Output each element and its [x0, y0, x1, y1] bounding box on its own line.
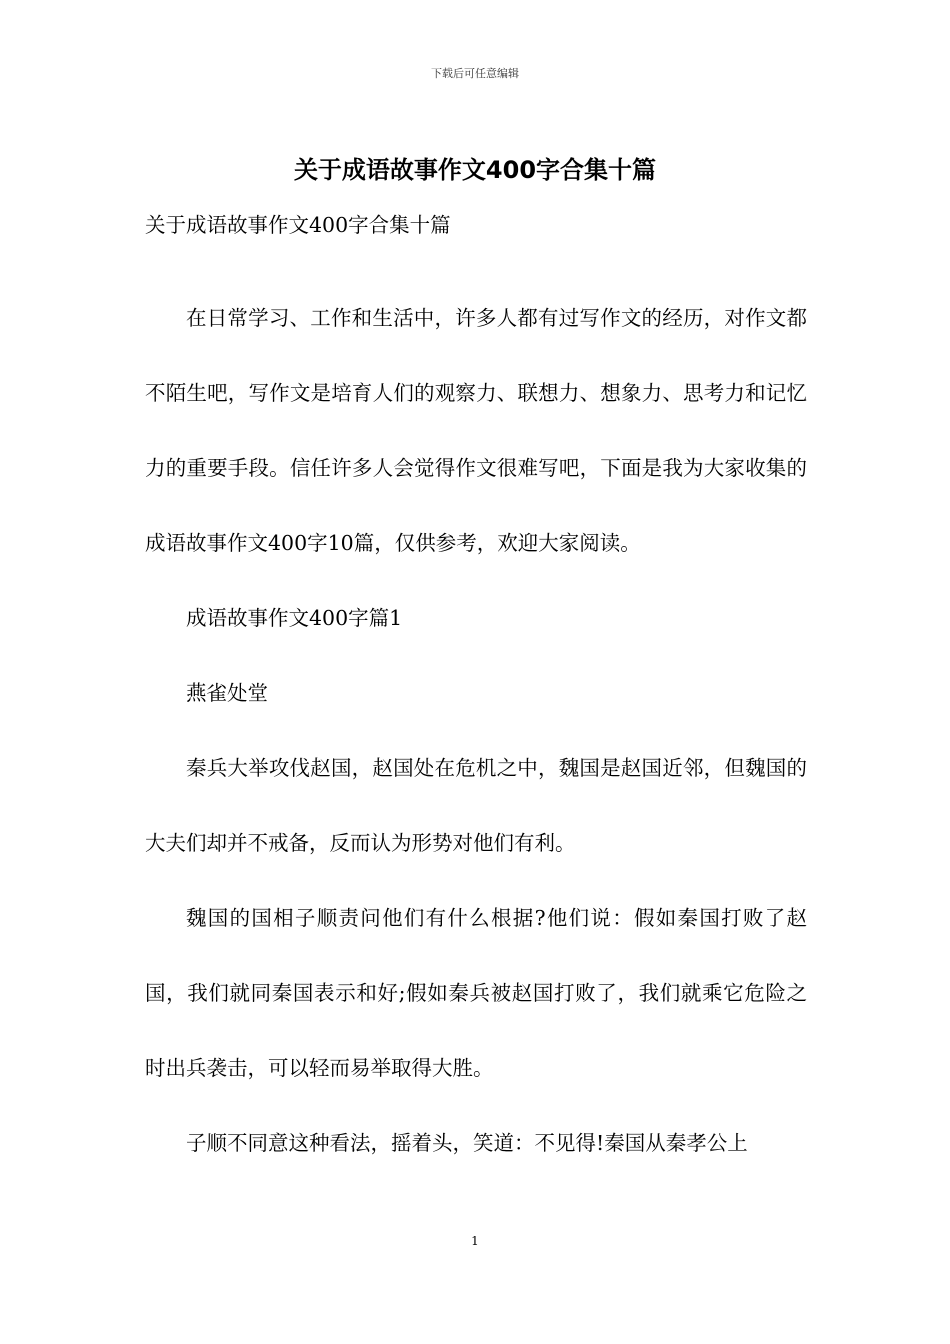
document-title: 关于成语故事作文400字合集十篇	[293, 156, 657, 184]
story-title: 燕雀处堂	[186, 681, 268, 705]
page-number: 1	[471, 1234, 479, 1248]
document-body	[145, 206, 807, 1181]
header-note: 下载后可任意编辑	[431, 67, 519, 80]
story-paragraph: 魏国的国相子顺责问他们有什么根据?他们说：假如秦国打败了赵国，我们就同秦国表示和好;假如秦兵被赵国打败了，我们就乘它危险之时出兵袭击，可以轻而易举取得大胜。	[145, 906, 807, 1080]
story-paragraph: 子顺不同意这种看法，摇着头，笑道：不见得!秦国从秦孝公上	[186, 1131, 748, 1155]
document-subtitle: 关于成语故事作文400字合集十篇	[145, 213, 451, 237]
story-paragraph: 秦兵大举攻伐赵国，赵国处在危机之中，魏国是赵国近邻，但魏国的大夫们却并不戒备，反而认为形势对他们有利。	[145, 756, 807, 855]
intro-paragraph: 在日常学习、工作和生活中，许多人都有过写作文的经历，对作文都不陌生吧，写作文是培育人们的观察力、联想力、想象力、思考力和记忆力的重要手段。信任许多人会觉得作文很难写吧，下面是我为大家收集的成语故事作文400字10篇，仅供参考，欢迎大家阅读。	[145, 306, 807, 555]
section-heading: 成语故事作文400字篇1	[186, 606, 403, 630]
